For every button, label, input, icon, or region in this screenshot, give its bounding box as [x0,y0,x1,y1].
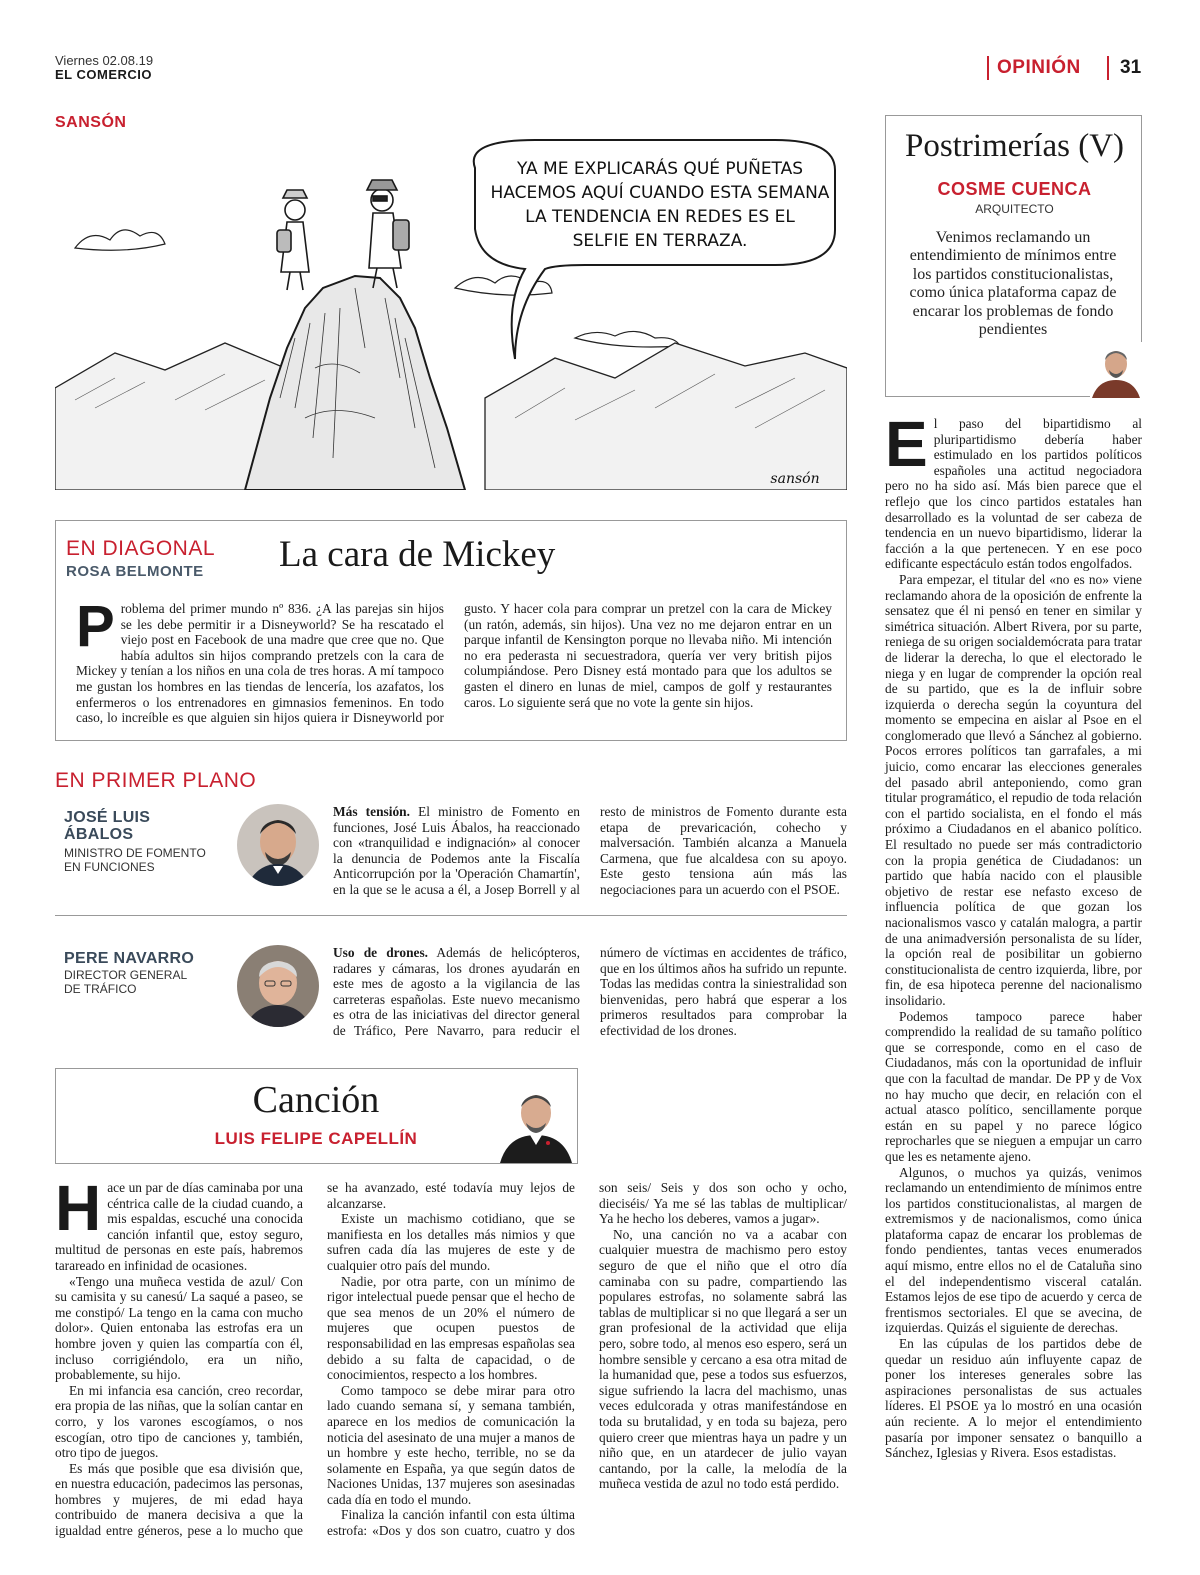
abalos-portrait [237,804,319,886]
capellin-portrait [496,1083,576,1163]
cancion-dropcap: H [55,1172,102,1244]
diagonal-box [55,520,847,741]
person-name-line: PERE NAVARRO [64,950,195,967]
cartoon-label: SANSÓN [55,114,127,131]
edition-date: Viernes 02.08.19 [55,53,154,68]
cancion-paragraph: «Tengo una muñeca vestida de azul/ Con su camisita y su canesú/ La saqué a paseo, se me constipó/ La tengo en la cama con mucho dolor». Quien entonaba las estrofas era un hombre joven y quien las compartía con él, incluso corrigiéndolo, era un niño, probablemente, su hijo. [55,1273,303,1383]
primer-plano-label: EN PRIMER PLANO [55,769,257,792]
person-name-abalos [64,809,150,843]
abalos-brief-lead: Más tensión. [333,804,410,819]
diagonal-kicker: EN DIAGONAL [66,537,216,560]
postrimerias-paragraph: Para empezar, el titular del «no es no» viene reclamando ahora de la oposición de enfrente la sensatez que él ni pensó en tener en similar y simétrica situación. Albert Rivera, por su parte, reniega de su origen socialdemócrata para tratar de liderar la derecha, lo que el electorado le niega y en lugar de comprender la opción real de su partido, que es la de influir sobre izquierda o derecha según la coyuntura del momento se empecina en aislar al Psoe en el conglomerado que llevó a Sánchez al gobierno. Pocos errores políticos tan garrafales, a mi juicio, como encarar las elecciones generales del pasado abril anteponiendo, como gran titular programático, el repudio de toda relación con el partido socialista, en el fondo el más próximo a Ciudadanos en el abanico político. El resultado no puede ser más contradictorio con la propia genética de Ciudadanos: un partido que había nacido con el plausible objetivo de restar ese nefasto exceso de influencia política de que gozan los nacionalismos vasco y catalán malogra, a partir de una animadversión personalista de su líder, la opción real de posibilitar un gobierno constitucionalista de centro izquierda, libre, por fin, de esa hipoteca perenne del nacionalismo insolidario. [885,571,1142,1008]
postrimerias-paragraph: Podemos tampoco parece haber comprendido la realidad de su tamaño político que se corresponde, como en el caso de Ciudadanos, más con la oportunidad de influir que con la facultad de mandar. De PP y de Vox no hay mucho que decir, en relación con el actual atasco político, sencillamente porque están en su papel y no parece lógico reprocharles que se nieguen a empujar un carro que les es netamente ajeno. [885,1008,1142,1164]
newspaper-name: EL COMERCIO [55,67,152,82]
postrimerias-pullquote: Venimos reclamando un entendimiento de mínimos entre los partidos constitucionalistas, como única plataforma capaz de encarar los problemas de fondo pendientes [909,229,1117,339]
person-name-navarro [64,950,194,967]
diagonal-author: ROSA BELMONTE [66,563,204,580]
postrimerias-paragraph: Algunos, o muchos ya quizás, venimos reclamando un entendimiento de mínimos entre los partidos constitucionalistas, al margen de extremismos y de nacionalismos, como única plataforma capaz de encarar los problemas de fondo pendientes, tantas veces enumerados aquí mismo, entre ellos no el de Cataluña sino el del independentismo visceral catalán. Estamos lejos de ese tipo de acuerdo y cerca de frentismos sectoriales. El que se avecina, de izquierdas. Quizás el siguiente de derechas. [885,1164,1142,1336]
cartoon-speech-line-3: LA TENDENCIA EN REDES ES EL [525,207,795,227]
cartoon-speech-line-2: HACEMOS AQUÍ CUANDO ESTA SEMANA [490,183,830,203]
diagonal-body [76,594,832,741]
primer-plano-divider [55,915,847,916]
person-role-line: DE TRÁFICO [64,982,137,996]
cancion-header-box [55,1068,578,1164]
person-role-line: EN FUNCIONES [64,860,155,874]
cancion-paragraph: Como tampoco se debe mirar para otro lado cuando semana sí, y semana también, aparece en los medios de comunicación la noticia del asesinato de una mujer a manos de un hombre y este hecho, terrible, no se da solamente en España, ya que según datos de Naciones Unidas, 137 mujeres son asesinadas cada día en todo el mundo. [327,1382,575,1507]
postrimerias-title: Postrimerías (V) [904,128,1125,164]
postrimerias-author: COSME CUENCA [937,179,1092,199]
navarro-brief-lead: Uso de drones. [333,945,429,960]
diagonal-dropcap: P [76,594,115,659]
cuenca-portrait [1090,342,1142,398]
diagonal-title: La cara de Mickey [279,534,556,575]
person-role-navarro [64,968,187,996]
cancion-paragraph: Nadie, por otra parte, con un mínimo de rigor intelectual puede pensar que el hecho de que sea menos de un 20% el número de mujeres que ocupen puestos de responsabilidad en las empresas españolas sea debido a su falta de capacidad, o de conocimientos, respecto a los hombres. [327,1273,575,1383]
person-role-abalos [64,846,206,874]
cancion-paragraph: ace un par de días caminaba por una céntrica calle de la ciudad cuando, a mis espaldas, escuché una conocida canción infantil que, estoy seguro, multitud de personas en este país, habremos tarareado en infinidad de ocasiones. [55,1180,303,1273]
cartoon-signature: sansón [770,471,820,487]
postrimerias-header-box [885,115,1142,397]
postrimerias-body [885,408,1142,1546]
navarro-portrait [237,945,319,1027]
person-role-line: DIRECTOR GENERAL [64,968,188,982]
postrimerias-paragraph: En las cúpulas de los partidos debe de quedar un residuo aún influyente capaz de poner los intereses generales sobre las aspiraciones personalistas de sus actuales líderes. El PSOE ya lo mostró en una ocasión aún reciente. A lo mejor el entendimiento pasaría por imponer sensatez o banquillo a Sánchez, Iglesias y Rivera. Esos estadistas. [885,1336,1142,1461]
cartoon [55,138,847,490]
abalos-brief-text: El ministro de Fomento en funciones, José Luis Ábalos, ha reaccionado con «tranquilidad e indignación» al conocer la denuncia de Podemos ante la Fiscalía Anticorrupción por la 'Operación Chamartín', en la que se le acusa a él, a Josep Borrell y al resto de ministros de Fomento durante esta etapa de prevaricación, cohecho y malversación. También alcanza a Manuela Carmena, que fue alcaldesa con su apoyo. Este gesto tensiona aún más las negociaciones para un acuerdo con el PSOE. [333,804,847,897]
page-number-divider [1107,56,1109,80]
cartoon-speech-line-4: SELFIE EN TERRAZA. [572,231,748,251]
postrimerias-paragraph: l paso del bipartidismo al pluripartidismo debería haber estimulado en los partidos políticos españoles una actitud negociadora pero no ha sido así. Más bien parece que el reflejo que los cinco partidos estatales han desarrollado es la voluntad de ser cabeza de tendencia en un nuevo bipartidismo, liderar la facción a la que pertenecen. Y en ese poco edificante espectáculo están todos engolfados. [885,416,1142,572]
person-name-line: JOSÉ LUIS [64,809,151,826]
person-name-line: ÁBALOS [64,826,134,843]
diagonal-text: roblema del primer mundo nº 836. ¿A las parejas sin hijos se les debe permitir ir a Disneyworld? Se ha rescatado el viejo post en Facebook de una madre que cree que no. Que había adultos sin hijos comprando pretzels con la cara de Mickey y tenían a los niños en una cola de tres horas. A mí tampoco me gustan los hombres en las tiendas de lencería, los azafatos, los enfermeros o los entrenadores en gimnasios femeninos. En todo caso, lo increíble es que alguien sin hijos quiera ir Disneyworld por gusto. Y hacer cola para comprar un pretzel con la cara de Mickey (un ratón, además, sin hijos). Una vez no me dejaron entrar en un parque infantil de Kensington porque no llevaba niño. Mi intención no era pederasta ni secuestradora, quería ver very british pijos columpiándose. Pero Disney está montado para que los adultos se gasten el dinero en lunas de miel, campos de golf y restaurantes caros. Lo siguiente será que no vote la gente sin hijos. [76,601,832,726]
cancion-body-lower [55,1172,847,1542]
section-name: OPINIÓN [997,57,1081,78]
section-divider [987,56,989,80]
cancion-paragraph: Es más que posible que esa división que, en nuestra educación, padecimos las personas, hombres y mujeres, de mi edad haya contribuido de manera decisiva a que la igualdad entre géneros, pese a lo mucho que se ha avanzado, esté todavía muy lejos de alcanzarse. [55,1180,575,1539]
cartoon-speech-line-1: YA ME EXPLICARÁS QUÉ PUÑETAS [516,159,804,179]
cancion-author: LUIS FELIPE CAPELLÍN [214,1129,418,1148]
cancion-paragraph: Finaliza la canción infantil con esta última estrofa: «Dos y dos son cuatro, cuatro y dos son seis/ Seis y dos son ocho y ocho, dieciséis/ Ya me sé las tablas de multiplicar/ Ya he hecho los deberes, vamos a jugar». [327,1180,847,1539]
navarro-brief [333,945,847,1039]
abalos-brief [333,804,847,898]
page-number: 31 [1120,57,1142,78]
cartoon-illustration [55,138,847,490]
cancion-paragraph: En mi infancia esa canción, creo recordar, era propia de las niñas, que la solían cantar en corro, y los varones escogíamos, o nos escogían, otro tipo de canciones y, también, otro tipo de juegos. [55,1382,303,1461]
postrimerias-dropcap: E [885,408,928,480]
postrimerias-role: ARQUITECTO [975,202,1054,216]
cancion-paragraph: No, una canción no va a acabar con cualquier muestra de machismo pero estoy seguro de que el niño que el otro día caminaba con su padre, compartiendo las populares estrofas, no solamente sabrá las tablas de multiplicar si no que llegará a ser un gran profesional de la actividad que elija pero, sobre todo, al menos eso espero, será un hombre sensible y cercano a esa otra mitad de la humanidad que, pese a todos sus esfuerzos, sigue sufriendo la lacra del machismo, unas veces edulcorada y otras manifestándose en toda su brutalidad, y en toda su bajeza, pero quiero creer que mientras haya un padre y un niño que, en un atardecer de julio vayan cantando, por la calle, la melodía de la muñeca vestida de azul no todo está perdido. [599,1226,847,1492]
navarro-brief-text: Además de helicópteros, radares y cámaras, los drones ayudarán en este mes de agosto a la vigilancia de las carreteras españolas. Este nuevo mecanismo es otra de las iniciativas del director general de Tráfico, Pere Navarro, para reducir el número de víctimas en accidentes de tráfico, que en los últimos años ha sufrido un repunte. Todas las medidas contra la siniestralidad son bienvenidas, pero habrá que esperar a los primeros resultados para comprobar la efectividad de los drones. [333,945,847,1038]
person-role-line: MINISTRO DE FOMENTO [64,846,206,860]
cancion-title: Canción [252,1079,380,1121]
cancion-paragraph: Existe un machismo cotidiano, que se manifiesta en los detalles más nimios y que sufren cada día las mujeres de este y de cualquier otro país del mundo. [327,1211,575,1273]
